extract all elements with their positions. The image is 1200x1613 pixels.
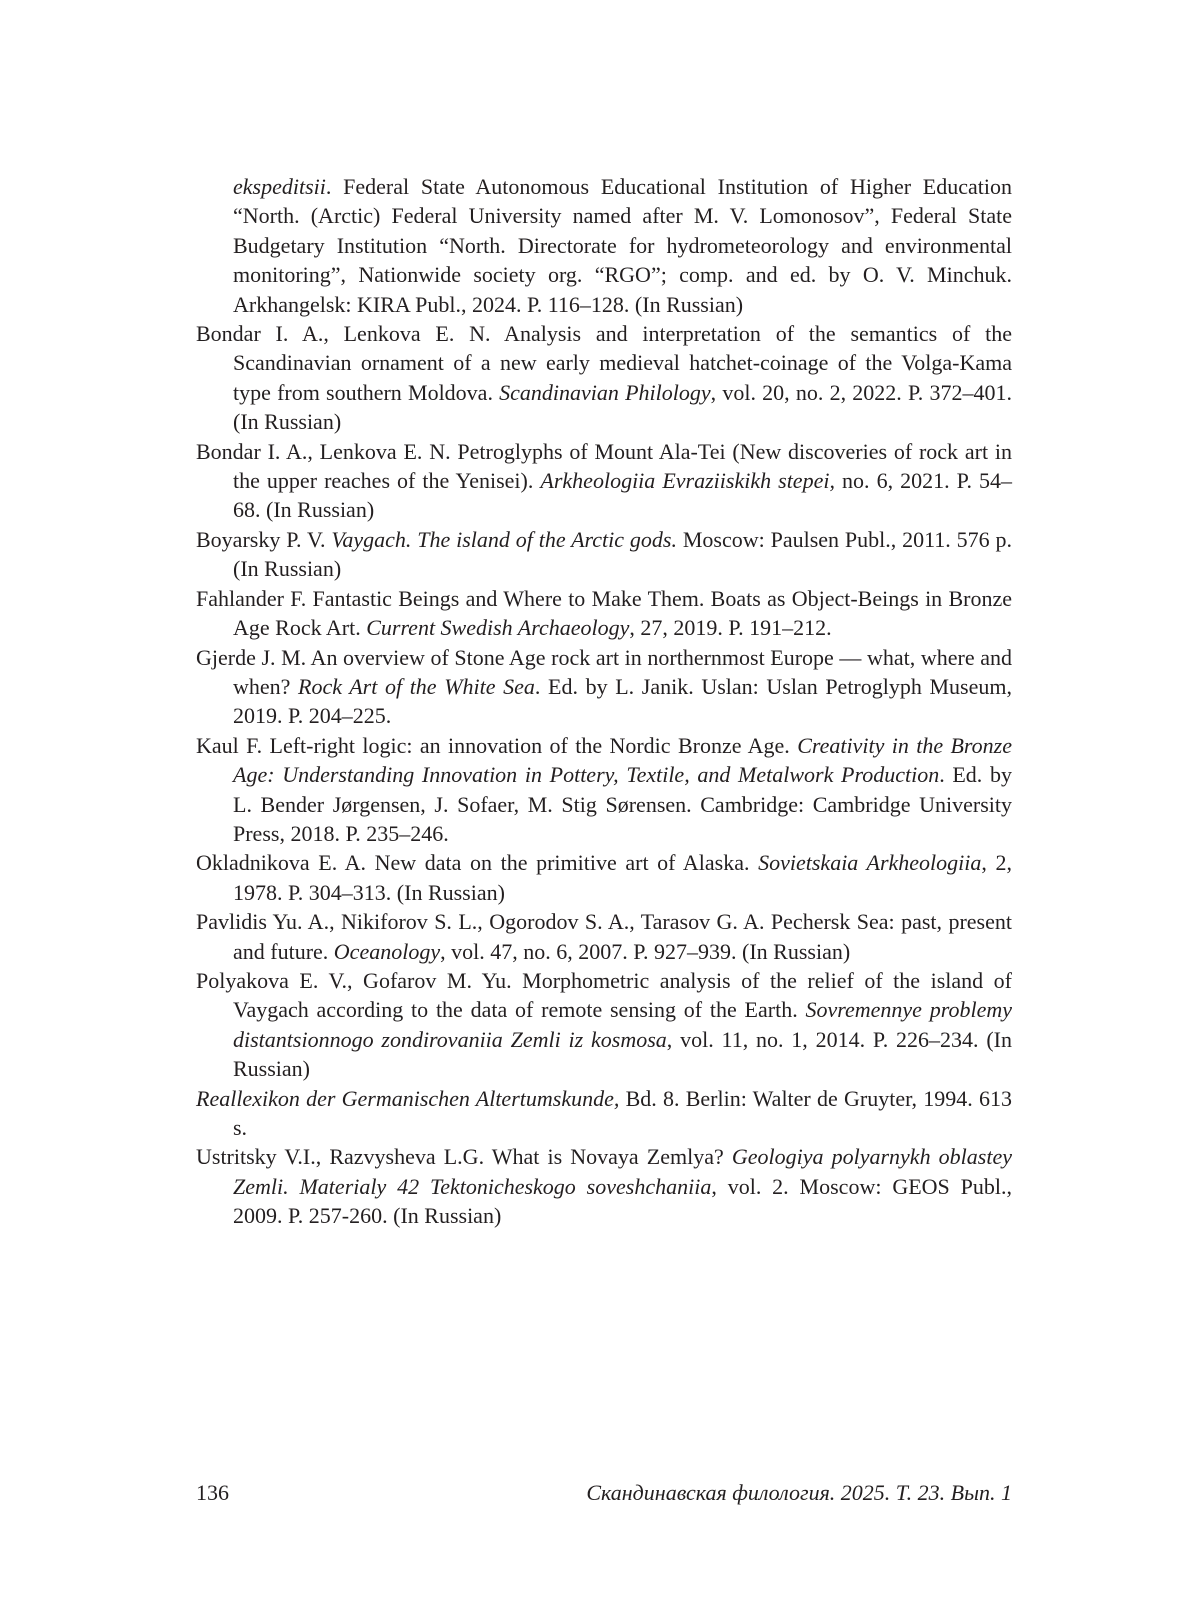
reference-text: Bd. 8. Berlin: Walter de Gruyter, 1994. 613 s. <box>233 1085 1012 1140</box>
reference-text: Fahlander F. Fantastic Beings and Where to Make Them. Boats as Object-Beings in Bronze Age Rock Art. <box>196 585 1012 641</box>
reference-entry <box>196 319 1012 437</box>
reference-title-italic: Oceanology <box>333 938 441 964</box>
reference-list <box>196 172 1012 1231</box>
reference-continuation <box>196 172 1012 319</box>
reference-entry <box>196 643 1012 731</box>
reference-text: Ustritsky V.I., Razvysheva L.G. What is Novaya Zemlya? <box>196 1144 732 1170</box>
journal-running-footer: Скандинавская филология. 2025. Т. 23. Вып. 1 <box>586 1480 1012 1505</box>
reference-text: . Ed. by L. Janik. Uslan: Uslan Petroglyph Museum, 2019. P. 204–225. <box>233 673 1012 729</box>
reference-title-italic: Scandinavian Philology <box>499 379 711 405</box>
reference-text: Boyarsky P. V. <box>196 526 332 552</box>
reference-text: , vol. 2. Moscow: GEOS Publ., 2009. P. 257-260. (In Russian) <box>233 1173 1012 1229</box>
reference-text: no. 6, 2021. P. 54–68. (In Russian) <box>233 468 1013 523</box>
reference-text: , 2, 1978. P. 304–313. (In Russian) <box>233 850 1013 905</box>
reference-entry <box>196 1142 1012 1230</box>
reference-entry <box>196 584 1012 643</box>
reference-title-italic: Creativity in the Bronze Age: Understanding Innovation in Pottery, Textile, and Metalwork Production <box>233 732 1012 788</box>
reference-title-italic: Geologiya polyarnykh oblastey Zemli. Materialy 42 Tektonicheskogo soveshchaniia <box>233 1144 1012 1199</box>
reference-text: Moscow: Paulsen Publ., 2011. 576 p. (In Russian) <box>233 526 1013 582</box>
reference-text: Pavlidis Yu. A., Nikiforov S. L., Ogorodov S. A., Tarasov G. A. Pechersk Sea: past, present and future. <box>196 909 1012 964</box>
reference-text: Bondar I. A., Lenkova E. N. Petroglyphs of Mount Ala-Tei (New discoveries of rock art in the upper reaches of the Yenisei). <box>196 438 1012 494</box>
reference-title-italic: Current Swedish Archaeology <box>366 615 630 641</box>
reference-entry <box>196 731 1012 849</box>
reference-text: Okladnikova E. A. New data on the primitive art of Alaska. <box>196 850 759 876</box>
reference-text: . Federal State Autonomous Educational Institution of Higher Education “North. (Arctic) Federal University named after M. V. Lomonosov”, Federal State Budgetary Institution “North. Directorate for hydrometeorology and environmental monitoring”, Nationwide society org. “RGO”; comp. and ed. by O. V. Minchuk. Arkhangelsk: KIRA Publ., 2024. P. 116–128. (In Russian) <box>233 174 1012 317</box>
reference-title-italic: Reallexikon der Germanischen Altertumskunde, <box>196 1085 620 1111</box>
reference-title-italic: ekspeditsii <box>233 174 326 199</box>
reference-text: , vol. 47, no. 6, 2007. P. 927–939. (In Russian) <box>440 938 851 964</box>
reference-text: Polyakova E. V., Gofarov M. Yu. Morphometric analysis of the relief of the island of Vaygach according to the data of remote sensing of the Earth. <box>196 967 1012 1023</box>
reference-title-italic: Arkheologiia Evraziiskikh stepei, <box>540 468 835 494</box>
reference-text: Gjerde J. M. An overview of Stone Age rock art in northernmost Europe — what, where and when? <box>196 644 1012 699</box>
reference-entry <box>196 437 1012 525</box>
reference-text: , 27, 2019. P. 191–212. <box>629 615 832 641</box>
reference-entry <box>196 525 1012 584</box>
reference-entry <box>196 907 1012 966</box>
reference-title-italic: Vaygach. The island of the Arctic gods. <box>331 526 677 552</box>
reference-entry <box>196 848 1012 907</box>
reference-entry <box>196 966 1012 1084</box>
reference-entry <box>196 1084 1012 1143</box>
reference-title-italic: Rock Art of the White Sea <box>298 673 535 699</box>
reference-text: , vol. 20, no. 2, 2022. P. 372–401. (In Russian) <box>233 379 1012 435</box>
page-number: 136 <box>196 1480 229 1505</box>
reference-text: Kaul F. Left-right logic: an innovation of the Nordic Bronze Age. <box>196 732 798 758</box>
reference-text: . Ed. by L. Bender Jørgensen, J. Sofaer, M. Stig Sørensen. Cambridge: Cambridge University Press, 2018. P. 235–246. <box>233 762 1012 846</box>
reference-title-italic: Sovremennye problemy distantsionnogo zondirovaniia Zemli iz kosmosa <box>233 997 1012 1052</box>
reference-text: Bondar I. A., Lenkova E. N. Analysis and interpretation of the semantics of the Scandinavian ornament of a new early medieval hatchet-coinage of the Volga-Kama type from southern Moldova. <box>196 321 1012 405</box>
reference-title-italic: Sovietskaia Arkheologiia <box>758 850 982 876</box>
reference-text: , vol. 11, no. 1, 2014. P. 226–234. (In Russian) <box>233 1026 1012 1082</box>
